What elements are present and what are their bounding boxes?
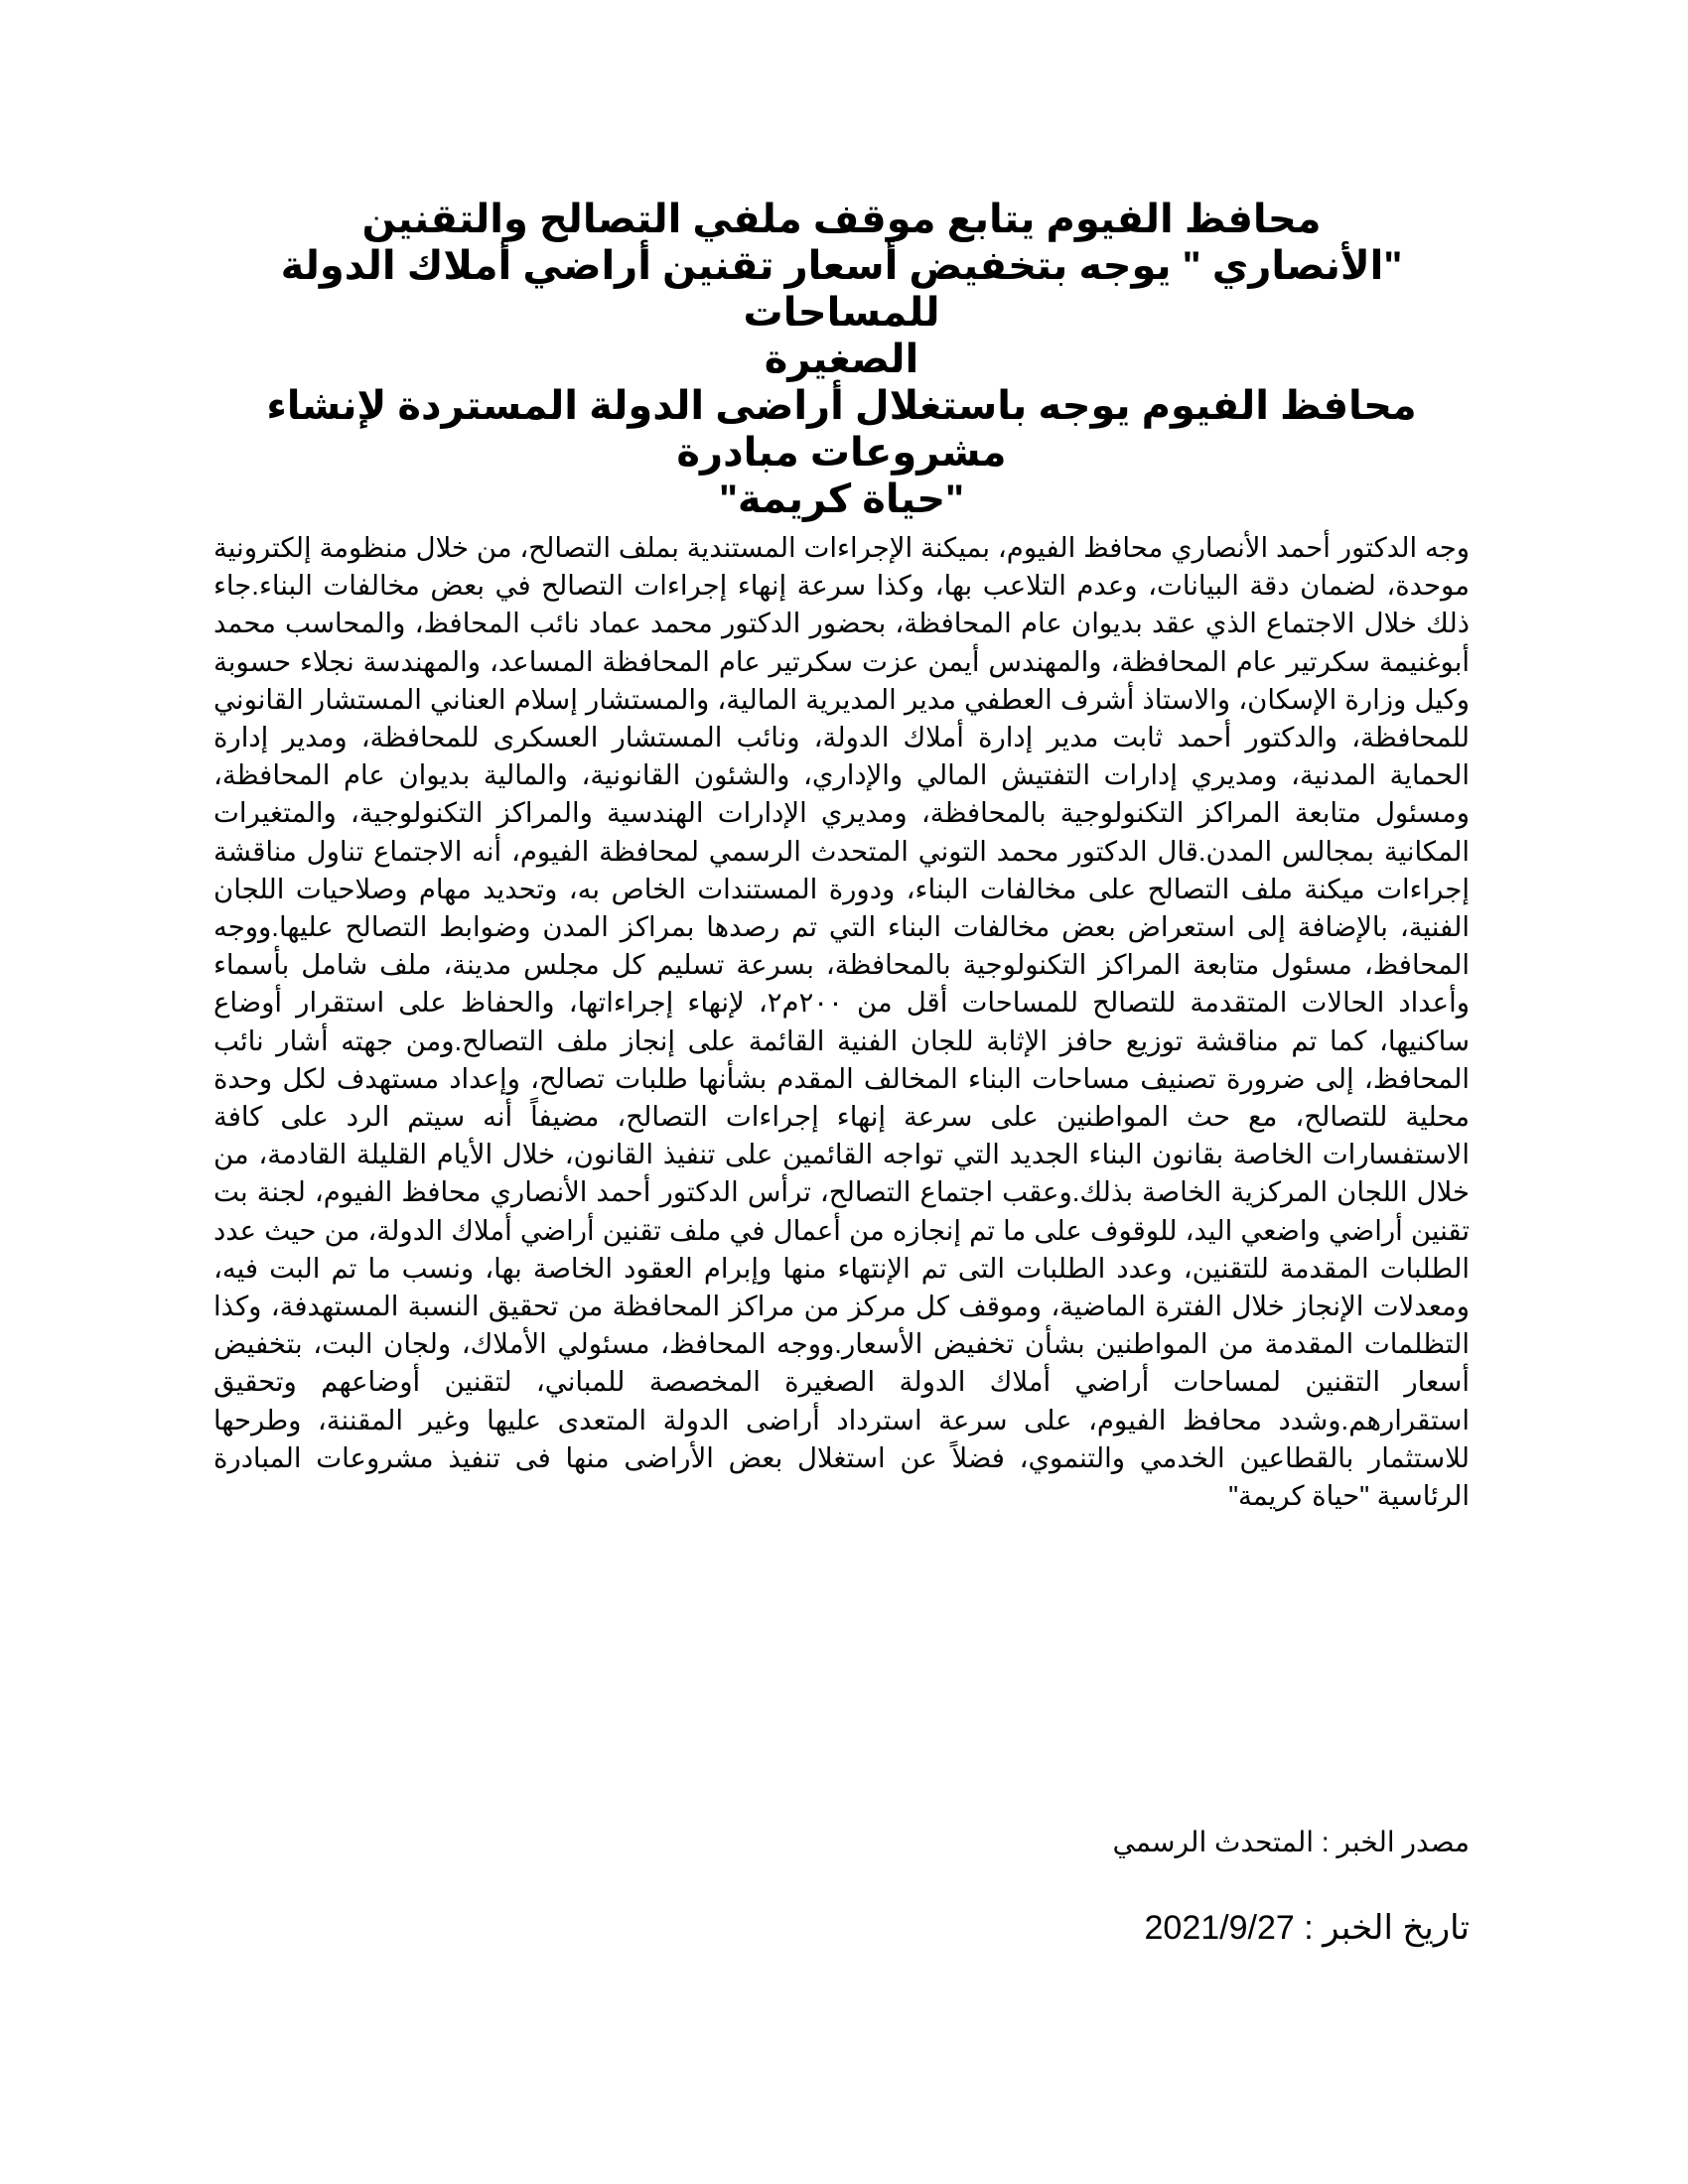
- headline-line-4: محافظ الفيوم يوجه باستغلال أراضى الدولة المستردة لإنشاء مشروعات مبادرة: [266, 384, 1417, 475]
- headline: [213, 197, 1470, 523]
- article-body: وجه الدكتور أحمد الأنصاري محافظ الفيوم، بميكنة الإجراءات المستندية بملف التصالح، من خلال منظومة إلكترونية موحدة، لضمان دقة البيانات، وعدم التلاعب بها، وكذا سرعة إنهاء إجراءات التصالح في بعض مخالفات البناء.جاء ذلك خلال الاجتماع الذي عقد بديوان عام المحافظة، بحضور الدكتور محمد عماد نائب المحافظ، والمحاسب محمد أبوغنيمة سكرتير عام المحافظة، والمهندس أيمن عزت سكرتير عام المحافظة المساعد، والمهندسة نجلاء حسوبة وكيل وزارة الإسكان، والاستاذ أشرف العطفي مدير المديرية المالية، والمستشار إسلام العناني المستشار القانوني للمحافظة، والدكتور أحمد ثابت مدير إدارة أملاك الدولة، ونائب المستشار العسكرى للمحافظة، ومدير إدارة الحماية المدنية، ومديري إدارات التفتيش المالي والإداري، والشئون القانونية، والمالية بديوان عام المحافظة، ومسئول متابعة المراكز التكنولوجية بالمحافظة، ومديري الإدارات الهندسية والمراكز التكنولوجية، والمتغيرات المكانية بمجالس المدن.قال الدكتور محمد التوني المتحدث الرسمي لمحافظة الفيوم، أنه الاجتماع تناول مناقشة إجراءات ميكنة ملف التصالح على مخالفات البناء، ودورة المستندات الخاص به، وتحديد مهام وصلاحيات اللجان الفنية، بالإضافة إلى استعراض بعض مخالفات البناء التي تم رصدها بمراكز المدن وضوابط التصالح عليها.ووجه المحافظ، مسئول متابعة المراكز التكنولوجية بالمحافظة، بسرعة تسليم كل مجلس مدينة، ملف شامل بأسماء وأعداد الحالات المتقدمة للتصالح للمساحات أقل من ٢٠٠م٢، لإنهاء إجراءاتها، والحفاظ على استقرار أوضاع ساكنيها، كما تم مناقشة توزيع حافز الإثابة للجان الفنية القائمة على إنجاز ملف التصالح.ومن جهته أشار نائب المحافظ، إلى ضرورة تصنيف مساحات البناء المخالف المقدم بشأنها طلبات تصالح، وإعداد مستهدف لكل وحدة محلية للتصالح، مع حث المواطنين على سرعة إنهاء إجراءات التصالح، مضيفاً أنه سيتم الرد على كافة الاستفسارات الخاصة بقانون البناء الجديد التي تواجه القائمين على تنفيذ القانون، خلال الأيام القليلة القادمة، من خلال اللجان المركزية الخاصة بذلك.وعقب اجتماع التصالح، ترأس الدكتور أحمد الأنصاري محافظ الفيوم، لجنة بت تقنين أراضي واضعي اليد، للوقوف على ما تم إنجازه من أعمال في ملف تقنين أراضي أملاك الدولة، من حيث عدد الطلبات المقدمة للتقنين، وعدد الطلبات التى تم الإنتهاء منها وإبرام العقود الخاصة بها، ونسب ما تم البت فيه، ومعدلات الإنجاز خلال الفترة الماضية، وموقف كل مركز من مراكز المحافظة من تحقيق النسبة المستهدفة، وكذا التظلمات المقدمة من المواطنين بشأن تخفيض الأسعار.ووجه المحافظ، مسئولي الأملاك، ولجان البت، بتخفيض أسعار التقنين لمساحات أراضي أملاك الدولة الصغيرة المخصصة للمباني، لتقنين أوضاعهم وتحقيق استقرارهم.وشدد محافظ الفيوم، على سرعة استرداد أراضى الدولة المتعدى عليها وغير المقننة، وطرحها للاستثمار بالقطاعين الخدمي والتنموي، فضلاً عن استغلال بعض الأراضى منها فى تنفيذ مشروعات المبادرة الرئاسية "حياة كريمة": [213, 532, 1470, 1512]
- headline-line-2: "الأنصاري " يوجه بتخفيض أسعار تقنين أراضي أملاك الدولة للمساحات: [280, 244, 1403, 335]
- news-date: تاريخ الخبر : 2021/9/27: [1144, 1909, 1470, 1947]
- headline-line-3: الصغيرة: [764, 338, 919, 381]
- headline-line-1: محافظ الفيوم يتابع موقف ملفي التصالح والتقنين: [361, 198, 1322, 241]
- headline-line-5: "حياة كريمة": [718, 478, 965, 521]
- news-source: مصدر الخبر : المتحدث الرسمي: [1112, 1827, 1470, 1857]
